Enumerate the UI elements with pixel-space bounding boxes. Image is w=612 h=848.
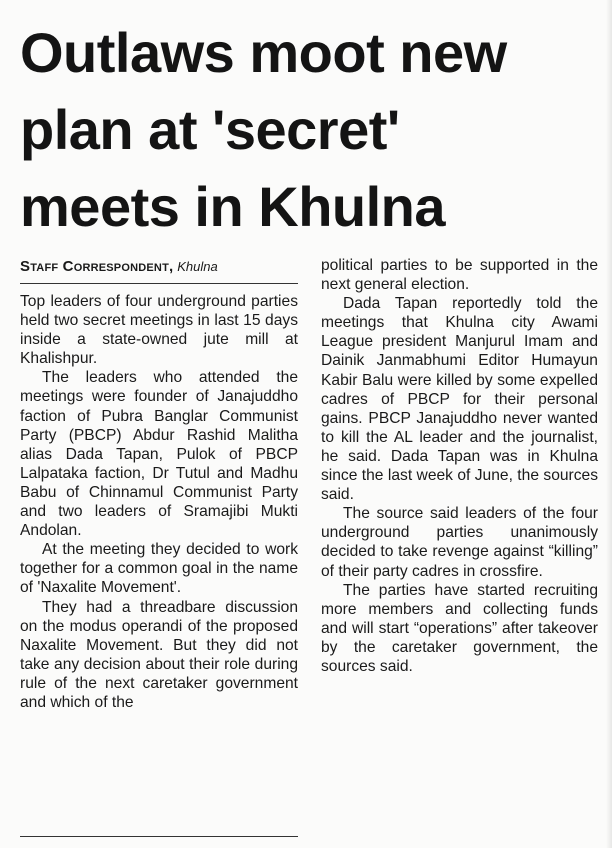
byline xyxy=(20,256,298,284)
paragraph: At the meeting they decided to work together for a common goal in the name of 'Naxalite Movement'. xyxy=(20,541,298,597)
article-column-left xyxy=(20,256,298,712)
article-column-right xyxy=(321,256,598,676)
headline-line-3: meets in Khulna xyxy=(20,175,446,238)
bottom-rule xyxy=(20,836,298,837)
paragraph: Dada Tapan reportedly told the meetings that Khulna city Awami League president Manjurul Imam and Dainik Janmabhumi Editor Humayun Kabir Balu were killed by some expelled cadres of PBCP for their personal gains. PBCP Janajuddho never wanted to kill the AL leader and the journalist, he said. Dada Tapan was in Khulna since the last week of June, the sources said. xyxy=(321,295,598,504)
paragraph: The parties have started recruiting more members and collecting funds and will start “operations” after takeover by the caretaker government, the sources said. xyxy=(321,581,598,675)
headline xyxy=(20,14,605,245)
byline-role: Staff Correspondent, xyxy=(20,258,174,275)
paragraph: The source said leaders of the four underground parties unanimously decided to take revenge against “killing” of their party cadres in crossfire. xyxy=(321,505,598,580)
paragraph: The leaders who attended the meetings were founder of Janajuddho faction of Pubra Banglar Communist Party (PBCP) Abdur Rashid Malitha alias Dada Tapan, Pulok of PBCP Lalpataka faction, Dr Tutul and Madhu Babu of Chinnamul Communist Party and two leaders of Sramajibi Mukti Andolan. xyxy=(20,369,298,540)
paragraph: Top leaders of four underground parties held two secret meetings in last 15 days inside a state-owned jute mill at Khalishpur. xyxy=(20,293,298,368)
headline-line-1: Outlaws moot new xyxy=(20,21,507,84)
headline-line-2: plan at 'secret' xyxy=(20,98,400,161)
byline-place: Khulna xyxy=(177,259,218,274)
page-edge-shadow xyxy=(606,0,612,848)
paragraph: They had a threadbare discussion on the modus operandi of the proposed Naxalite Movement. But they did not take any decision about their role during rule of the next caretaker government and which of the xyxy=(20,598,298,711)
paragraph: political parties to be supported in the next general election. xyxy=(321,257,598,294)
